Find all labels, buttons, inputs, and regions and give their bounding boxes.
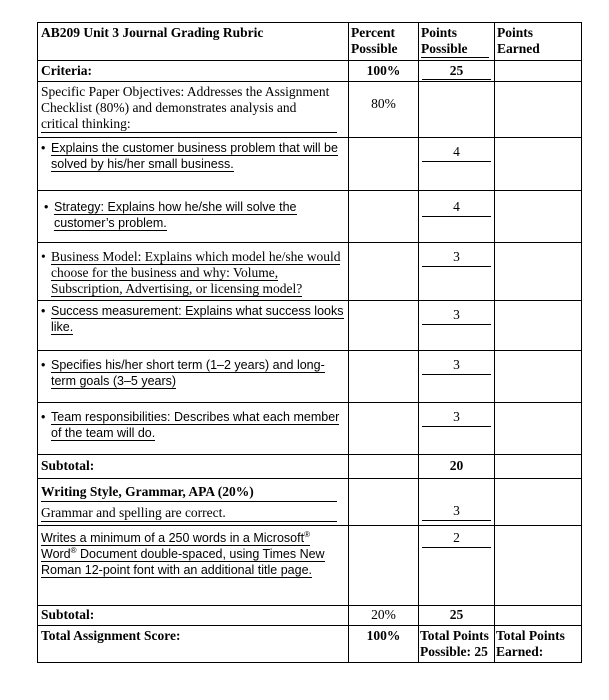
word-count-part-c: Document double-spaced, using Times New Roman 12-point font with an additional title page. — [41, 547, 325, 577]
points-earned-header — [495, 23, 582, 61]
specific-objectives-text — [38, 82, 348, 135]
criteria-item-row — [38, 243, 582, 301]
criteria-label: Criteria: — [41, 63, 92, 78]
total-earned-line-2: Earned: — [496, 644, 544, 659]
registered-mark: ® — [304, 529, 310, 539]
bullet-icon: • — [41, 410, 46, 424]
objectives-line-3: critical thinking: — [41, 116, 337, 133]
criteria-percent: 100% — [366, 63, 401, 78]
criteria-item-text: Strategy: Explains how he/she will solve the customer’s problem. — [54, 200, 297, 230]
subtotal-label: Subtotal: — [41, 607, 95, 622]
criteria-item — [38, 138, 348, 174]
grading-rubric-table — [37, 22, 582, 663]
item-points: 3 — [422, 403, 491, 427]
total-points-earned — [495, 626, 581, 662]
subtotal-row — [38, 455, 582, 479]
objectives-percent: 80% — [371, 96, 396, 111]
criteria-item-row — [38, 301, 582, 351]
criteria-item — [38, 403, 348, 443]
rubric-title: AB209 Unit 3 Journal Grading Rubric — [41, 25, 264, 40]
item-points: 4 — [422, 138, 491, 162]
bullet-icon: • — [41, 358, 46, 372]
criteria-item-text: Business Model: Explains which model he/she would choose for the business and why: Volume, Subscription, Advertising, or licensing model? — [51, 249, 341, 296]
word-count-row — [38, 526, 582, 606]
item-points: 3 — [422, 351, 491, 375]
points-possible-header — [419, 23, 495, 61]
criteria-item — [38, 243, 348, 299]
total-percent: 100% — [366, 628, 401, 643]
criteria-item — [38, 191, 348, 233]
total-row — [38, 626, 582, 663]
total-earned-line-1: Total Points — [496, 628, 565, 643]
percent-possible-header — [349, 23, 419, 61]
subtotal-points: 20 — [449, 458, 464, 473]
word-count-text — [41, 531, 325, 578]
total-label: Total Assignment Score: — [41, 628, 181, 643]
total-points-possible — [419, 626, 494, 662]
specific-objectives-row — [38, 82, 582, 138]
title-cell — [38, 23, 349, 61]
subtotal-points: 25 — [449, 607, 464, 622]
subtotal-label: Subtotal: — [41, 458, 95, 473]
grammar-points: 3 — [422, 479, 491, 521]
writing-style-cell — [38, 479, 348, 524]
points-header-line-2: Possible — [421, 41, 489, 58]
criteria-item-row — [38, 403, 582, 455]
criteria-item-text: Success measurement: Explains what success looks like. — [51, 304, 344, 334]
item-points: 3 — [422, 243, 491, 267]
subtotal-percent: 20% — [371, 607, 396, 622]
word-count-part-b: Word — [41, 547, 71, 561]
total-possible-line-1: Total Points — [420, 628, 489, 643]
criteria-points: 25 — [422, 61, 491, 80]
criteria-item — [38, 301, 348, 337]
criteria-item-row — [38, 351, 582, 403]
registered-mark: ® — [70, 545, 77, 555]
subtotal-row-2 — [38, 606, 582, 626]
objectives-line-1: Specific Paper Objectives: Addresses the Assignment — [41, 84, 330, 99]
criteria-item-row — [38, 191, 582, 243]
criteria-item-row — [38, 138, 582, 191]
item-points: 4 — [422, 191, 491, 217]
grammar-text: Grammar and spelling are correct. — [41, 502, 337, 522]
bullet-icon: • — [41, 249, 46, 264]
criteria-item-text: Explains the customer business problem that will be solved by his/her small business. — [51, 141, 338, 171]
points-earned-header-text: Points Earned — [497, 25, 540, 56]
writing-style-row — [38, 479, 582, 526]
points-header-line-1: Points — [421, 25, 458, 40]
percent-header-line-2: Possible — [351, 41, 398, 56]
objectives-line-2: Checklist (80%) and demonstrates analysis and — [41, 100, 297, 115]
criteria-item — [38, 351, 348, 391]
word-count-points: 2 — [422, 526, 491, 548]
criteria-row — [38, 61, 582, 82]
bullet-icon: • — [44, 200, 49, 214]
writing-style-heading: Writing Style, Grammar, APA (20%) — [41, 484, 337, 502]
item-points: 3 — [422, 301, 491, 325]
percent-header-line-1: Percent — [351, 25, 395, 40]
total-possible-line-2: Possible: 25 — [420, 644, 488, 659]
criteria-item-text: Team responsibilities: Describes what each member of the team will do. — [51, 410, 340, 440]
bullet-icon: • — [41, 141, 46, 155]
header-row — [38, 23, 582, 61]
criteria-item-text: Specifies his/her short term (1–2 years) and long-term goals (3–5 years) — [51, 358, 325, 388]
word-count-part-a: Writes a minimum of a 250 words in a Microsoft — [41, 531, 305, 545]
word-count-cell — [38, 526, 348, 580]
bullet-icon: • — [41, 304, 46, 318]
